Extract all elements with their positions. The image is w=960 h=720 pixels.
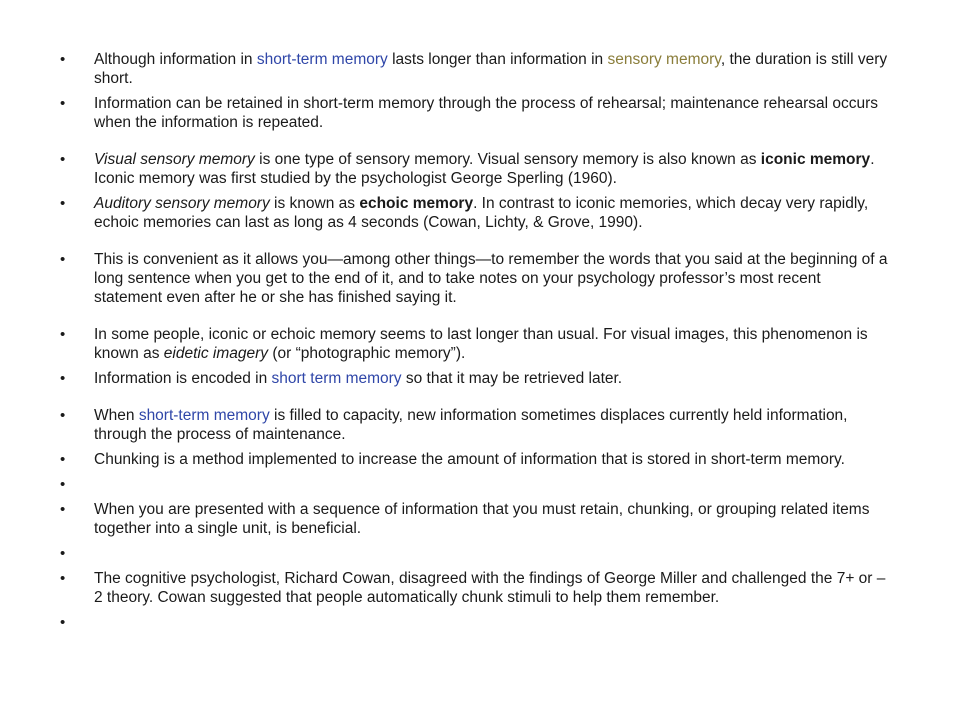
- text-segment: is one type of sensory memory. Visual sensory memory is also known as: [254, 151, 761, 168]
- bullet-dot-icon: •: [60, 451, 66, 468]
- bullet-item: [60, 194, 890, 232]
- bullet-dot-icon: •: [60, 501, 66, 518]
- bullet-text: [94, 570, 885, 606]
- bullet-dot-icon: •: [60, 407, 66, 424]
- bullet-dot-icon: •: [60, 545, 66, 562]
- text-segment: is known as: [269, 195, 360, 212]
- bullet-list: [60, 50, 890, 632]
- text-segment: . In contrast to iconic memories, which decay very rapidly, echoic memories can last as long as 4 seconds (Cowan, Lichty, & Grove, 1990).: [94, 195, 869, 231]
- text-segment: This is convenient as it allows you—among other things—to remember the words that you said at the beginning of a long sentence when you get to the end of it, and to take notes on your psychology professor’s most recent statement even after he or she has finished saying it.: [94, 251, 888, 306]
- bullet-dot-icon: •: [60, 195, 66, 212]
- term-blue: short term memory: [271, 370, 402, 387]
- text-segment: Information can be retained in short-term memory through the process of rehearsal; maintenance rehearsal occurs when the information is repeated.: [94, 95, 878, 131]
- bullet-dot-icon: •: [60, 570, 66, 587]
- bullet-text: [94, 95, 878, 131]
- term-italic: Visual sensory memory: [94, 151, 255, 168]
- text-segment: lasts longer than information in: [387, 51, 608, 68]
- term-olive: sensory memory: [607, 51, 721, 68]
- text-segment: so that it may be retrieved later.: [401, 370, 623, 387]
- bullet-text: [94, 251, 888, 306]
- text-segment: Information is encoded in: [94, 370, 272, 387]
- bullet-dot-icon: •: [60, 251, 66, 268]
- bullet-item: [60, 500, 890, 538]
- bullet-dot-icon: •: [60, 95, 66, 112]
- bullet-item: [60, 94, 890, 132]
- bullet-dot-icon: •: [60, 476, 66, 493]
- term-blue: short-term memory: [256, 51, 388, 68]
- bullet-item: [60, 325, 890, 363]
- bullet-item: [60, 544, 890, 563]
- bullet-text: [94, 407, 848, 443]
- text-segment: Although information in: [94, 51, 257, 68]
- term-italic: eidetic imagery: [163, 345, 269, 362]
- term-italic: Auditory sensory memory: [94, 195, 270, 212]
- bullet-item: [60, 50, 890, 88]
- bullet-text: [94, 501, 869, 537]
- term-blue: short-term memory: [138, 407, 270, 424]
- text-segment: , the duration is still very short.: [94, 51, 888, 87]
- bullet-dot-icon: •: [60, 326, 66, 343]
- term-bold: iconic memory: [760, 151, 871, 168]
- text-segment: When: [94, 407, 139, 424]
- bullet-item: [60, 369, 890, 388]
- bullet-item: [60, 475, 890, 494]
- bullet-item: [60, 406, 890, 444]
- bullet-text: [94, 195, 868, 231]
- bullet-dot-icon: •: [60, 370, 66, 387]
- bullet-item: [60, 569, 890, 607]
- term-bold: echoic memory: [359, 195, 474, 212]
- text-segment: is filled to capacity, new information sometimes displaces currently held information, through the process of maintenance.: [94, 407, 848, 443]
- bullet-item: [60, 613, 890, 632]
- bullet-text: [94, 51, 887, 87]
- text-segment: When you are presented with a sequence of information that you must retain, chunking, or grouping related items together into a single unit, is beneficial.: [94, 501, 870, 537]
- bullet-item: [60, 450, 890, 469]
- text-segment: Chunking is a method implemented to increase the amount of information that is stored in short-term memory.: [94, 451, 845, 468]
- bullet-dot-icon: •: [60, 614, 66, 631]
- bullet-text: [94, 451, 845, 468]
- bullet-dot-icon: •: [60, 51, 66, 68]
- bullet-text: [94, 151, 875, 187]
- text-segment: . Iconic memory was first studied by the psychologist George Sperling (1960).: [94, 151, 875, 187]
- bullet-dot-icon: •: [60, 151, 66, 168]
- bullet-text: [94, 326, 868, 362]
- text-segment: In some people, iconic or echoic memory seems to last longer than usual. For visual images, this phenomenon is known as: [94, 326, 868, 362]
- bullet-item: [60, 150, 890, 188]
- bullet-item: [60, 250, 890, 307]
- text-segment: (or “photographic memory”).: [268, 345, 466, 362]
- text-segment: The cognitive psychologist, Richard Cowan, disagreed with the findings of George Miller and challenged the 7+ or – 2 theory. Cowan suggested that people automatically chunk stimuli to help them remember.: [94, 570, 886, 606]
- bullet-text: [94, 370, 622, 387]
